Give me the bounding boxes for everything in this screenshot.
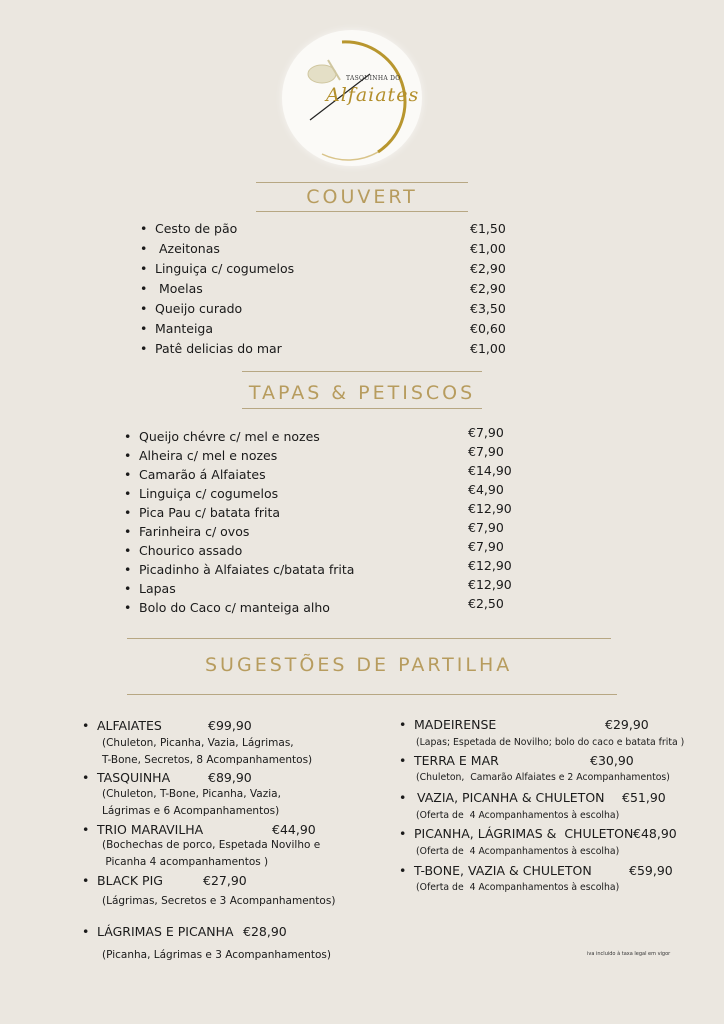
item-price: €2,90 bbox=[470, 281, 506, 296]
item-description: (Picanha, Lágrimas e 3 Acompanhamentos) bbox=[102, 949, 331, 961]
item-price: €2,50 bbox=[468, 596, 504, 611]
menu-item: • Azeitonas bbox=[140, 241, 220, 256]
item-price: €59,90 bbox=[629, 863, 673, 878]
menu-item: • Cesto de pão bbox=[140, 221, 238, 236]
sharing-item: • TRIO MARAVILHA bbox=[82, 822, 204, 837]
item-price: €1,00 bbox=[470, 241, 506, 256]
menu-item: • Bolo do Caco c/ manteiga alho bbox=[124, 600, 330, 615]
sharing-item: • MADEIRENSE bbox=[399, 717, 497, 732]
divider bbox=[256, 182, 468, 183]
menu-item: • Farinheira c/ ovos bbox=[124, 524, 250, 539]
menu-item: • Pica Pau c/ batata frita bbox=[124, 505, 281, 520]
item-price: €89,90 bbox=[208, 770, 252, 785]
item-price: €99,90 bbox=[208, 718, 252, 733]
item-description: (Oferta de 4 Acompanhamentos à escolha) bbox=[416, 810, 620, 821]
logo-tagline: TASQUINHA DO bbox=[346, 75, 401, 82]
item-price: €12,90 bbox=[468, 577, 512, 592]
item-description: (Bochechas de porco, Espetada Novilho e bbox=[102, 839, 321, 851]
item-price: €48,90 bbox=[633, 826, 677, 841]
item-description: (Lágrimas, Secretos e 3 Acompanhamentos) bbox=[102, 895, 336, 907]
sharing-item: • BLACK PIG bbox=[82, 873, 163, 888]
item-description: (Chuleton, Camarão Alfaiates e 2 Acompanhamentos) bbox=[416, 772, 670, 783]
item-price: €4,90 bbox=[468, 482, 504, 497]
item-description: (Oferta de 4 Acompanhamentos à escolha) bbox=[416, 882, 620, 893]
menu-item: • Moelas bbox=[140, 281, 203, 296]
item-description: (Lapas; Espetada de Novilho; bolo do caco e batata frita ) bbox=[416, 737, 685, 748]
item-price: €30,90 bbox=[590, 753, 634, 768]
section-title-partilha: SUGESTÕES DE PARTILHA bbox=[205, 654, 513, 676]
divider bbox=[242, 371, 482, 372]
sharing-item: • LÁGRIMAS E PICANHA bbox=[82, 924, 234, 939]
menu-item: • Manteiga bbox=[140, 321, 214, 336]
menu-item: • Queijo chévre c/ mel e nozes bbox=[124, 429, 320, 444]
sharing-item: • ALFAIATES bbox=[82, 718, 162, 733]
menu-item: • Chourico assado bbox=[124, 543, 243, 558]
restaurant-logo bbox=[282, 30, 422, 166]
item-price: €7,90 bbox=[468, 520, 504, 535]
sharing-item: • T-BONE, VAZIA & CHULETON bbox=[399, 863, 592, 878]
item-price: €7,90 bbox=[468, 425, 504, 440]
item-price: €12,90 bbox=[468, 501, 512, 516]
item-price: €14,90 bbox=[468, 463, 512, 478]
menu-item: • Queijo curado bbox=[140, 301, 243, 316]
menu-item: • Patê delicias do mar bbox=[140, 341, 282, 356]
item-price: €0,60 bbox=[470, 321, 506, 336]
item-price: €7,90 bbox=[468, 539, 504, 554]
item-price: €27,90 bbox=[203, 873, 247, 888]
tax-note: iva incluido à taxa legal em vigor bbox=[587, 951, 671, 957]
item-price: €51,90 bbox=[622, 790, 666, 805]
sharing-item: • VAZIA, PICANHA & CHULETON bbox=[399, 790, 605, 805]
sharing-item: • TASQUINHA bbox=[82, 770, 171, 785]
menu-item: • Picadinho à Alfaiates c/batata frita bbox=[124, 562, 355, 577]
item-price: €7,90 bbox=[468, 444, 504, 459]
divider bbox=[256, 211, 468, 212]
item-description: (Oferta de 4 Acompanhamentos à escolha) bbox=[416, 846, 620, 857]
item-price: €1,00 bbox=[470, 341, 506, 356]
item-description: (Chuleton, Picanha, Vazia, Lágrimas, bbox=[102, 737, 294, 749]
item-description: T-Bone, Secretos, 8 Acompanhamentos) bbox=[102, 754, 313, 766]
item-price: €29,90 bbox=[605, 717, 649, 732]
item-description: (Chuleton, T-Bone, Picanha, Vazia, bbox=[102, 788, 281, 800]
menu-item: • Lapas bbox=[124, 581, 176, 596]
divider bbox=[127, 694, 617, 695]
sharing-item: • TERRA E MAR bbox=[399, 753, 499, 768]
item-price: €44,90 bbox=[272, 822, 316, 837]
item-price: €1,50 bbox=[470, 221, 506, 236]
menu-item: • Linguiça c/ cogumelos bbox=[124, 486, 279, 501]
section-title-tapas: TAPAS & PETISCOS bbox=[248, 382, 476, 404]
menu-item: • Camarão á Alfaiates bbox=[124, 467, 266, 482]
logo-name: Alfaiates bbox=[326, 84, 420, 106]
section-title-couvert: COUVERT bbox=[306, 186, 418, 208]
item-price: €28,90 bbox=[243, 924, 287, 939]
menu-item: • Alheira c/ mel e nozes bbox=[124, 448, 278, 463]
divider bbox=[242, 408, 482, 409]
item-price: €12,90 bbox=[468, 558, 512, 573]
menu-item: • Linguiça c/ cogumelos bbox=[140, 261, 295, 276]
item-price: €3,50 bbox=[470, 301, 506, 316]
item-description: Picanha 4 acompanhamentos ) bbox=[102, 856, 269, 868]
item-description: Lágrimas e 6 Acompanhamentos) bbox=[102, 805, 280, 817]
sharing-item: • PICANHA, LÁGRIMAS & CHULETON bbox=[399, 826, 634, 841]
item-price: €2,90 bbox=[470, 261, 506, 276]
divider bbox=[127, 638, 611, 639]
